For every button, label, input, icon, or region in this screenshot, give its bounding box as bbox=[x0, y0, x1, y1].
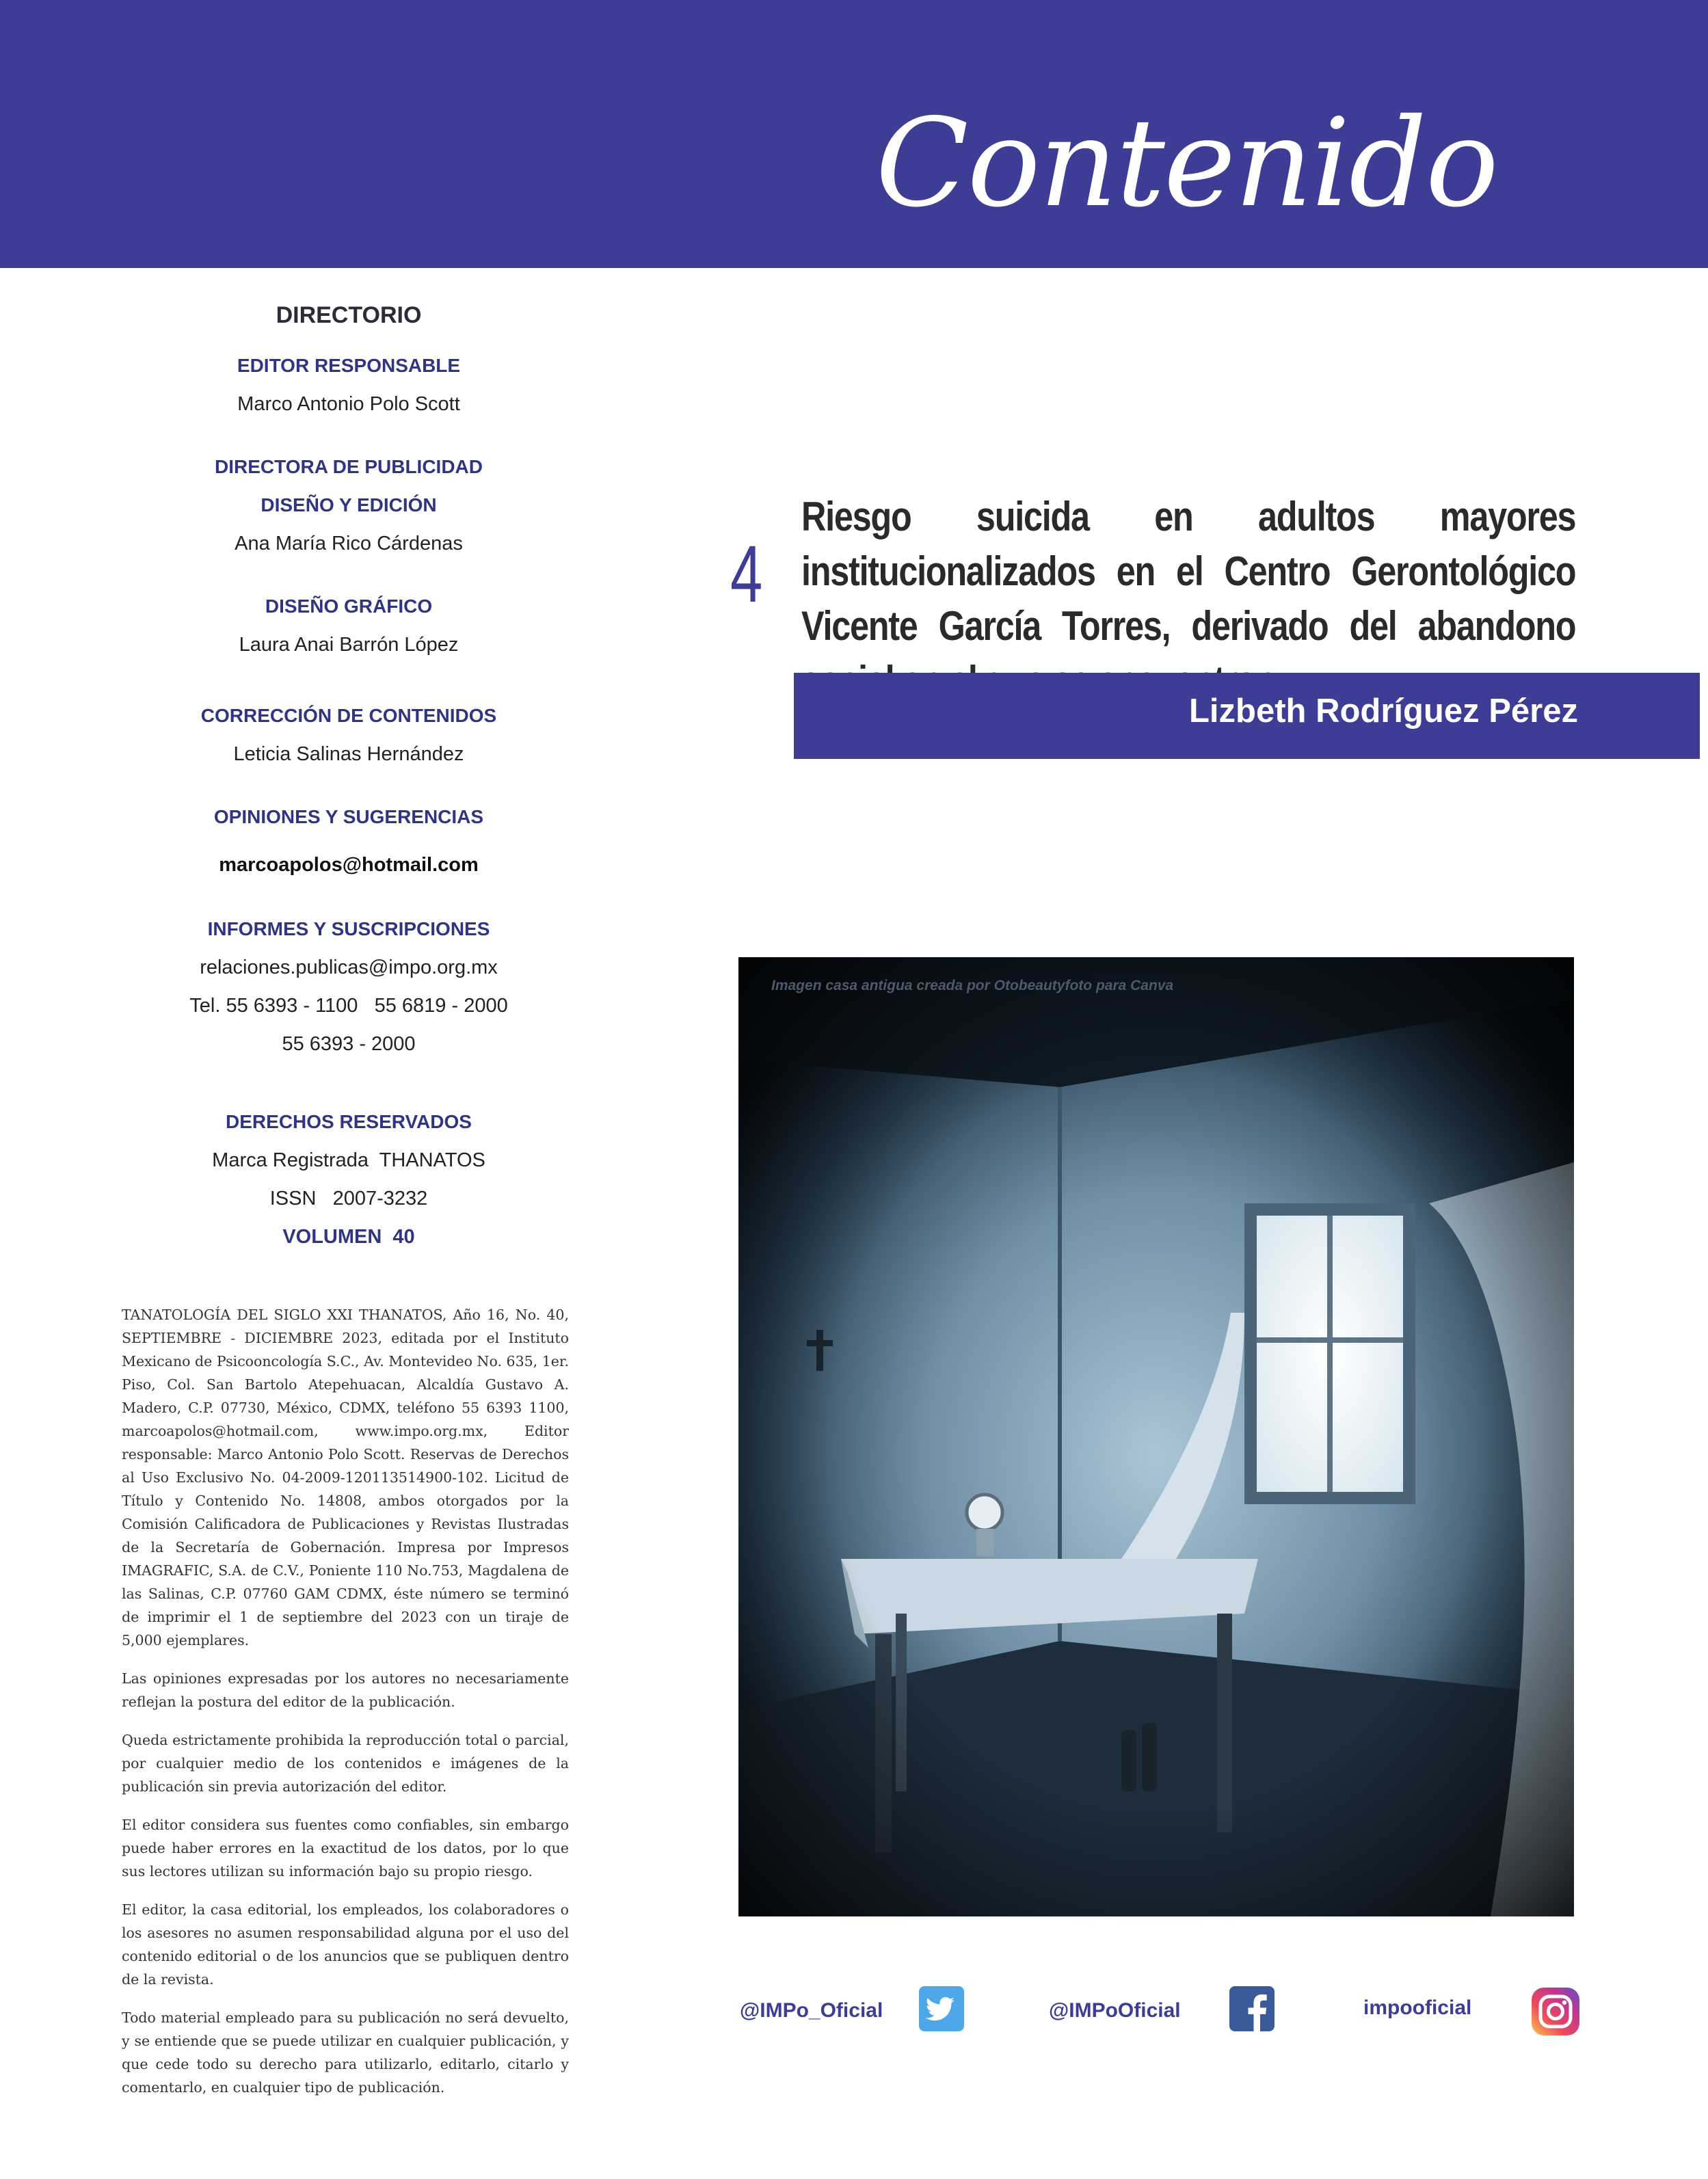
rights-label: DERECHOS RESERVADOS bbox=[226, 1111, 472, 1132]
info-phone2: 55 6393 - 2000 bbox=[282, 1033, 416, 1055]
info-email[interactable]: relaciones.publicas@impo.org.mx bbox=[200, 957, 498, 978]
legal-paragraph: Queda estrictamente prohibida la reproducción total o parcial, por cualquier medio de los contenidos e imágenes de la publicación sin previa autorización del editor. bbox=[122, 1732, 569, 1795]
correction-label: CORRECCIÓN DE CONTENIDOS bbox=[200, 705, 497, 726]
correction-name: Leticia Salinas Hernández bbox=[233, 743, 464, 765]
editor-label: EDITOR RESPONSABLE bbox=[237, 355, 461, 376]
issn: ISSN 2007-3232 bbox=[269, 1188, 428, 1209]
editor-name: Marco Antonio Polo Scott bbox=[237, 393, 460, 415]
twitter-icon[interactable] bbox=[919, 1986, 964, 2031]
publicity-label: DIRECTORA DE PUBLICIDAD bbox=[214, 456, 483, 477]
volume: VOLUMEN 40 bbox=[282, 1226, 415, 1248]
trademark: Marca Registrada THANATOS bbox=[212, 1149, 485, 1171]
graphic-name: Laura Anai Barrón López bbox=[239, 634, 459, 656]
design-edit-name: Ana María Rico Cárdenas bbox=[235, 533, 463, 554]
opinions-email[interactable]: marcoapolos@hotmail.com bbox=[219, 854, 479, 876]
article-number: 4 bbox=[730, 529, 763, 619]
directory bbox=[123, 295, 574, 1256]
legal-paragraph: TANATOLOGÍA DEL SIGLO XXI THANATOS, Año 16, No. 40, SEPTIEMBRE - DICIEMBRE 2023, editada por el Instituto Mexicano de Psicooncología S.C., Av. Montevideo No. 635, 1er. Piso, Col. San Bartolo Atepehuacan, Alcaldía Gustavo A. Madero, C.P. 07730, México, CDMX, teléfono 55 6393 1100, marcoapolos@hotmail.com, www.impo.org.mx, Editor responsable: Marco Antonio Polo Scott. Reservas de Derechos al Uso Exclusivo No. 04-2009-120113514900-102. Licitud de Título y Contenido No. 14808, ambos otorgados por la Comisión Calificadora de Publicaciones y Revistas Ilustradas de la Secretaría de Gobernación. Impresa por Impresos IMAGRAFIC, S.A. de C.V., Poniente 110 No.753, Magdalena de las Salinas, C.P. 07760 GAM CDMX, éste número se terminó de imprimir el 1 de septiembre del 2023 con un tiraje de 5,000 ejemplares. bbox=[122, 1307, 569, 1648]
instagram-handle[interactable]: impooficial bbox=[1363, 1996, 1472, 2019]
legal-paragraph: Las opiniones expresadas por los autores no necesariamente reflejan la postura del editor de la publicación. bbox=[122, 1670, 569, 1710]
opinions-label: OPINIONES Y SUGERENCIAS bbox=[213, 806, 484, 827]
legal-text bbox=[122, 1303, 569, 2114]
twitter-handle[interactable]: @IMPo_Oficial bbox=[740, 1999, 883, 2022]
abandoned-room-illustration bbox=[738, 957, 1574, 1916]
info-phones: Tel. 55 6393 - 1100 55 6819 - 2000 bbox=[189, 995, 508, 1017]
instagram-icon[interactable] bbox=[1532, 1988, 1577, 2033]
article-photo bbox=[738, 957, 1574, 1916]
facebook-handle[interactable]: @IMPoOficial bbox=[1049, 1999, 1181, 2022]
facebook-icon[interactable] bbox=[1229, 1986, 1275, 2031]
legal-paragraph: Todo material empleado para su publicación no será devuelto, y se entiende que se puede utilizar en cualquier publicación, y que cede todo su derecho para utilizarlo, editarlo, citarlo y comentarlo, en cualquier tipo de publicación. bbox=[122, 2009, 569, 2096]
info-label: INFORMES Y SUSCRIPCIONES bbox=[207, 918, 490, 939]
design-edit-label: DISEÑO Y EDICIÓN bbox=[261, 494, 437, 516]
legal-paragraph: El editor, la casa editorial, los empleados, los colaboradores o los asesores no asumen responsabilidad alguna por el uso del contenido editorial o de los anuncios que se publiquen dentro de la revista. bbox=[122, 1901, 569, 1988]
photo-credit: Imagen casa antigua creada por Otobeautyfoto para Canva bbox=[771, 978, 1174, 993]
directory-heading: DIRECTORIO bbox=[276, 302, 422, 328]
graphic-label: DISEÑO GRÁFICO bbox=[265, 596, 433, 617]
page-title: Contenido bbox=[875, 92, 1497, 234]
article-author: Lizbeth Rodríguez Pérez bbox=[1188, 693, 1578, 730]
article-title[interactable]: Riesgo suicida en adultos mayores institucionalizados en el Centro Gerontológico Vicente García Torres, derivado del abandono bbox=[801, 494, 1576, 649]
legal-paragraph: El editor considera sus fuentes como confiables, sin embargo puede haber errores en la exactitud de los datos, por lo que sus lectores utilizan su información bajo su propio riesgo. bbox=[122, 1817, 569, 1880]
